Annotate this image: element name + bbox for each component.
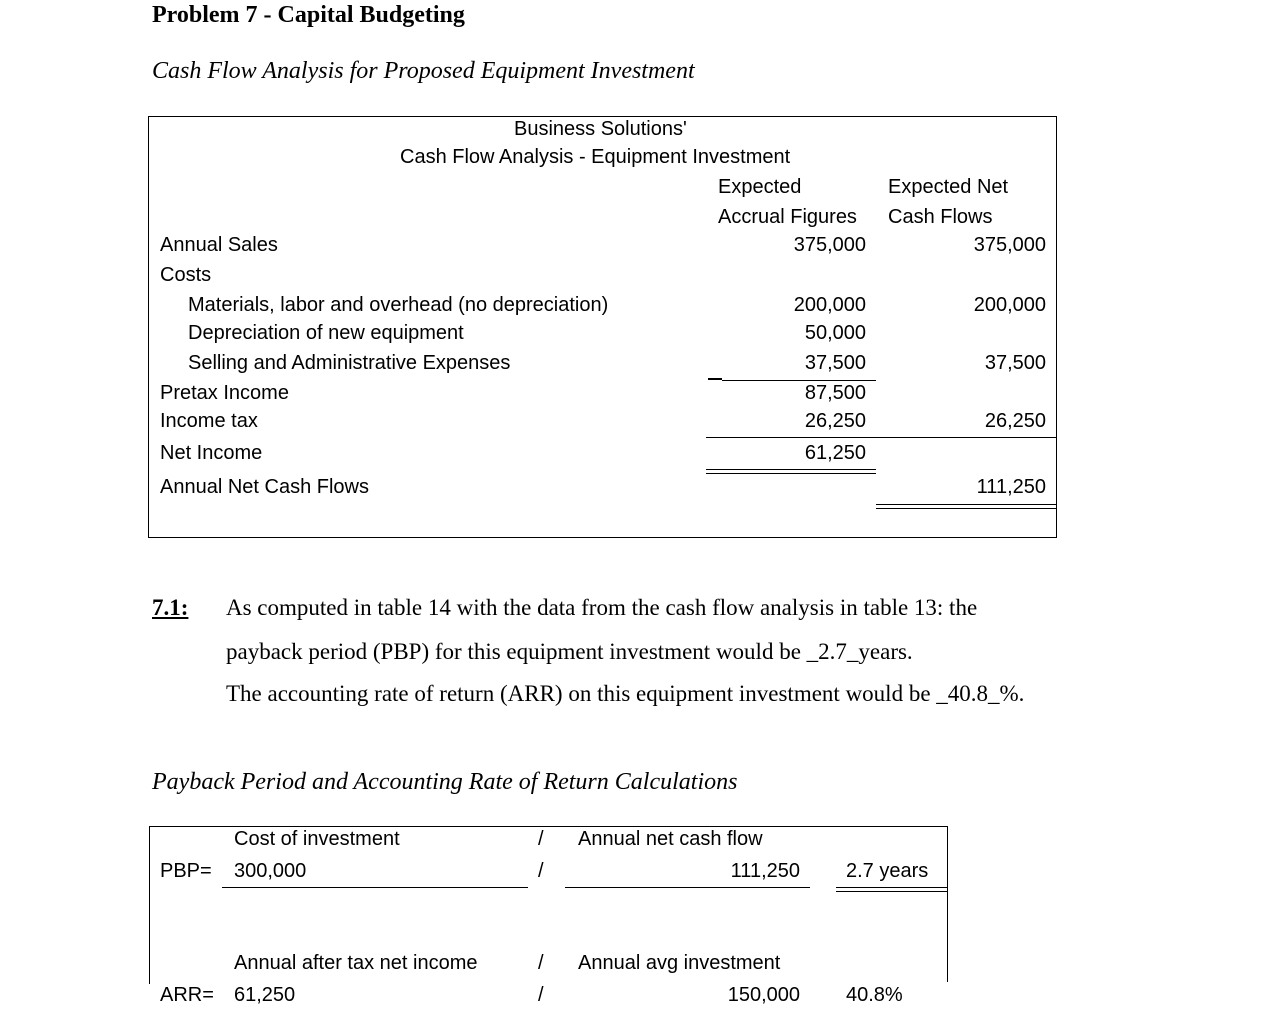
table1-title: Cash Flow Analysis - Equipment Investment xyxy=(400,146,791,168)
pbp-numerator-header: Cost of investment xyxy=(234,828,400,850)
pbp-result: 2.7 years xyxy=(846,860,929,882)
row-label-annual-net-cash-flows: Annual Net Cash Flows xyxy=(160,476,369,498)
subtotal-rule xyxy=(708,378,722,380)
row-label-annual-sales: Annual Sales xyxy=(160,234,278,256)
pbp-denominator-rule xyxy=(565,887,810,888)
section2-heading: Payback Period and Accounting Rate of Return Calculations xyxy=(152,769,738,795)
pbp-numerator-value: 300,000 xyxy=(234,860,307,882)
answer-line-3: The accounting rate of return (ARR) on this equipment investment would be _40.8_%. xyxy=(226,681,1025,706)
accrual-value: 37,500 xyxy=(804,352,866,374)
pbp-numerator-rule xyxy=(222,887,528,888)
row-label-income-tax: Income tax xyxy=(160,410,258,432)
answer-number: 7.1: xyxy=(152,595,189,620)
cashflow-double-rule xyxy=(876,504,1056,509)
answer-line-2: payback period (PBP) for this equipment investment would be _2.7_years. xyxy=(226,639,913,664)
pbp-result-double-rule xyxy=(836,887,948,892)
cashflow-value: 37,500 xyxy=(984,352,1046,374)
row-label-materials: Materials, labor and overhead (no depreciation) xyxy=(188,294,609,316)
pbp-denominator-value: 111,250 xyxy=(730,860,800,882)
row-label-net-income: Net Income xyxy=(160,442,263,464)
table1-company: Business Solutions' xyxy=(514,118,687,140)
cashflow-value: 375,000 xyxy=(973,234,1046,256)
accrual-value: 375,000 xyxy=(793,234,866,256)
row-label-depreciation: Depreciation of new equipment xyxy=(188,322,464,344)
accrual-value: 61,250 xyxy=(804,442,866,464)
arr-slash: / xyxy=(538,952,544,974)
accrual-header-2: Accrual Figures xyxy=(718,206,857,228)
subtotal-rule xyxy=(722,380,876,381)
accrual-header-1: Expected xyxy=(718,176,802,198)
row-label-selling-admin: Selling and Administrative Expenses xyxy=(188,352,511,374)
pbp-slash: / xyxy=(538,860,544,882)
accrual-value: 26,250 xyxy=(804,410,866,432)
cashflow-value: 200,000 xyxy=(973,294,1046,316)
cashflow-value: 111,250 xyxy=(976,476,1046,498)
cashflow-header-1: Expected Net xyxy=(888,176,1009,198)
tax-rule xyxy=(706,437,1056,438)
net-income-double-rule xyxy=(706,469,876,474)
arr-slash: / xyxy=(538,984,544,1006)
accrual-value: 200,000 xyxy=(793,294,866,316)
pbp-label: PBP= xyxy=(160,860,212,882)
pbp-denominator-header: Annual net cash flow xyxy=(578,828,763,850)
arr-denominator-header: Annual avg investment xyxy=(578,952,781,974)
arr-result: 40.8% xyxy=(846,984,903,1006)
cashflow-header-2: Cash Flows xyxy=(888,206,993,228)
row-label-pretax-income: Pretax Income xyxy=(160,382,289,404)
table2-left-border xyxy=(149,826,150,984)
arr-numerator-value: 61,250 xyxy=(234,984,296,1006)
row-label-costs: Costs xyxy=(160,264,212,286)
arr-denominator-value: 150,000 xyxy=(727,984,800,1006)
problem-title: Problem 7 - Capital Budgeting xyxy=(152,2,465,28)
table2-right-border xyxy=(947,826,948,982)
pbp-slash: / xyxy=(538,828,544,850)
answer-line-1: As computed in table 14 with the data from the cash flow analysis in table 13: the xyxy=(226,595,978,620)
arr-numerator-header: Annual after tax net income xyxy=(234,952,478,974)
section1-heading: Cash Flow Analysis for Proposed Equipment Investment xyxy=(152,58,695,84)
cashflow-value: 26,250 xyxy=(984,410,1046,432)
arr-label: ARR= xyxy=(160,984,214,1006)
accrual-value: 87,500 xyxy=(804,382,866,404)
accrual-value: 50,000 xyxy=(804,322,866,344)
